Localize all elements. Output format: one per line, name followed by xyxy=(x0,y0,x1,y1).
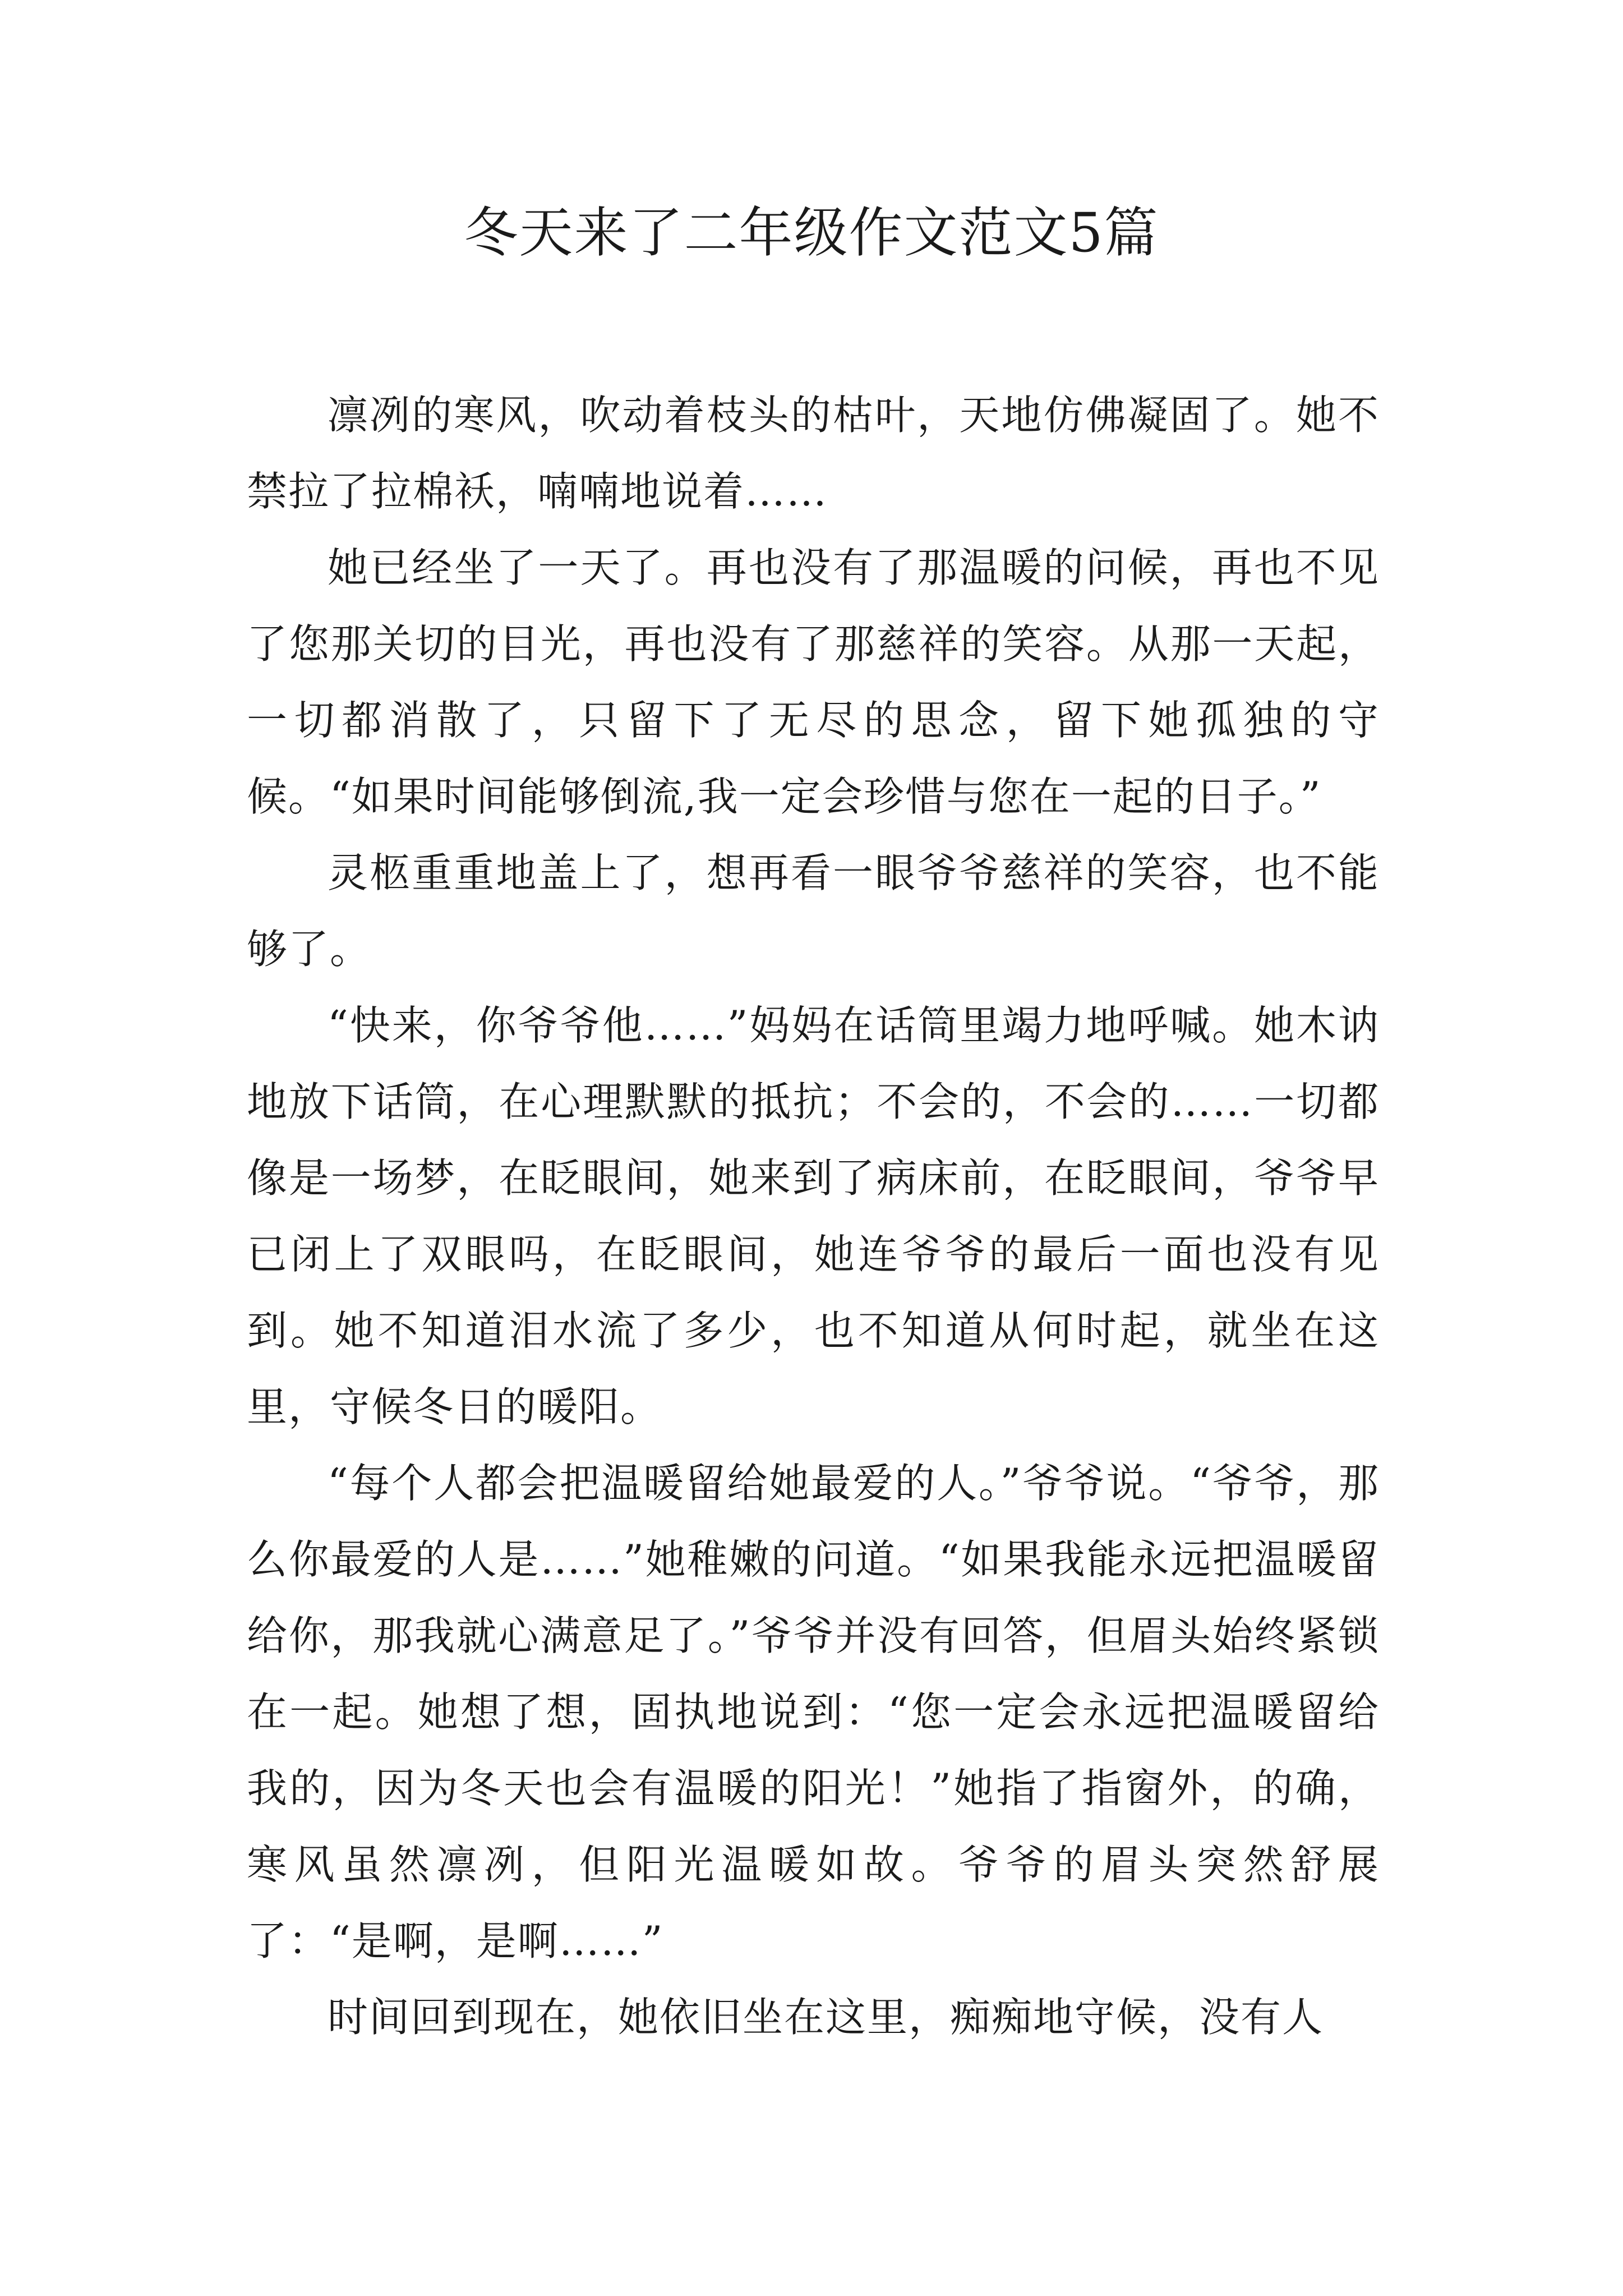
paragraph-4: “快来，你爷爷他……”妈妈在话筒里竭力地呼喊。她木讷地放下话筒，在心理默默的抵抗；不会的，不会的……一切都像是一场梦，在眨眼间，她来到了病床前，在眨眼间，爷爷早已闭上了双眼吗，在眨眼间，她连爷爷的最后一面也没有见到。她不知道泪水流了多少，也不知道从何时起，就坐在这里，守候冬日的暖阳。 xyxy=(247,1002,1380,1430)
paragraph-2: 她已经坐了一天了。再也没有了那温暖的问候，再也不见了您那关切的目光，再也没有了那慈祥的笑容。从那一天起，一切都消散了，只留下了无尽的思念，留下她孤独的守候。“如果时间能够倒流,我一定会珍惜与您在一起的日子。” xyxy=(247,544,1380,820)
document-title: 冬天来了二年级作文范文5篇 xyxy=(464,201,1159,264)
paragraph-1: 凛冽的寒风，吹动着枝头的枯叶，天地仿佛凝固了。她不禁拉了拉棉袄，喃喃地说着…… xyxy=(247,392,1380,515)
document-body xyxy=(247,377,1380,2055)
paragraph-5: “每个人都会把温暖留给她最爱的人。”爷爷说。“爷爷，那么你最爱的人是……”她稚嫩的问道。“如果我能永远把温暖留给你，那我就心满意足了。”爷爷并没有回答，但眉头始终紧锁在一起。她想了想，固执地说到：“您一定会永远把温暖留给我的，因为冬天也会有温暖的阳光！”她指了指窗外，的确，寒风虽然凛冽，但阳光温暖如故。爷爷的眉头突然舒展了：“是啊，是啊……” xyxy=(247,1460,1380,1964)
paragraph-3: 灵柩重重地盖上了，想再看一眼爷爷慈祥的笑容，也不能够了。 xyxy=(247,849,1380,973)
paragraph-6: 时间回到现在，她依旧坐在这里，痴痴地守候，没有人 xyxy=(328,1994,1324,2041)
